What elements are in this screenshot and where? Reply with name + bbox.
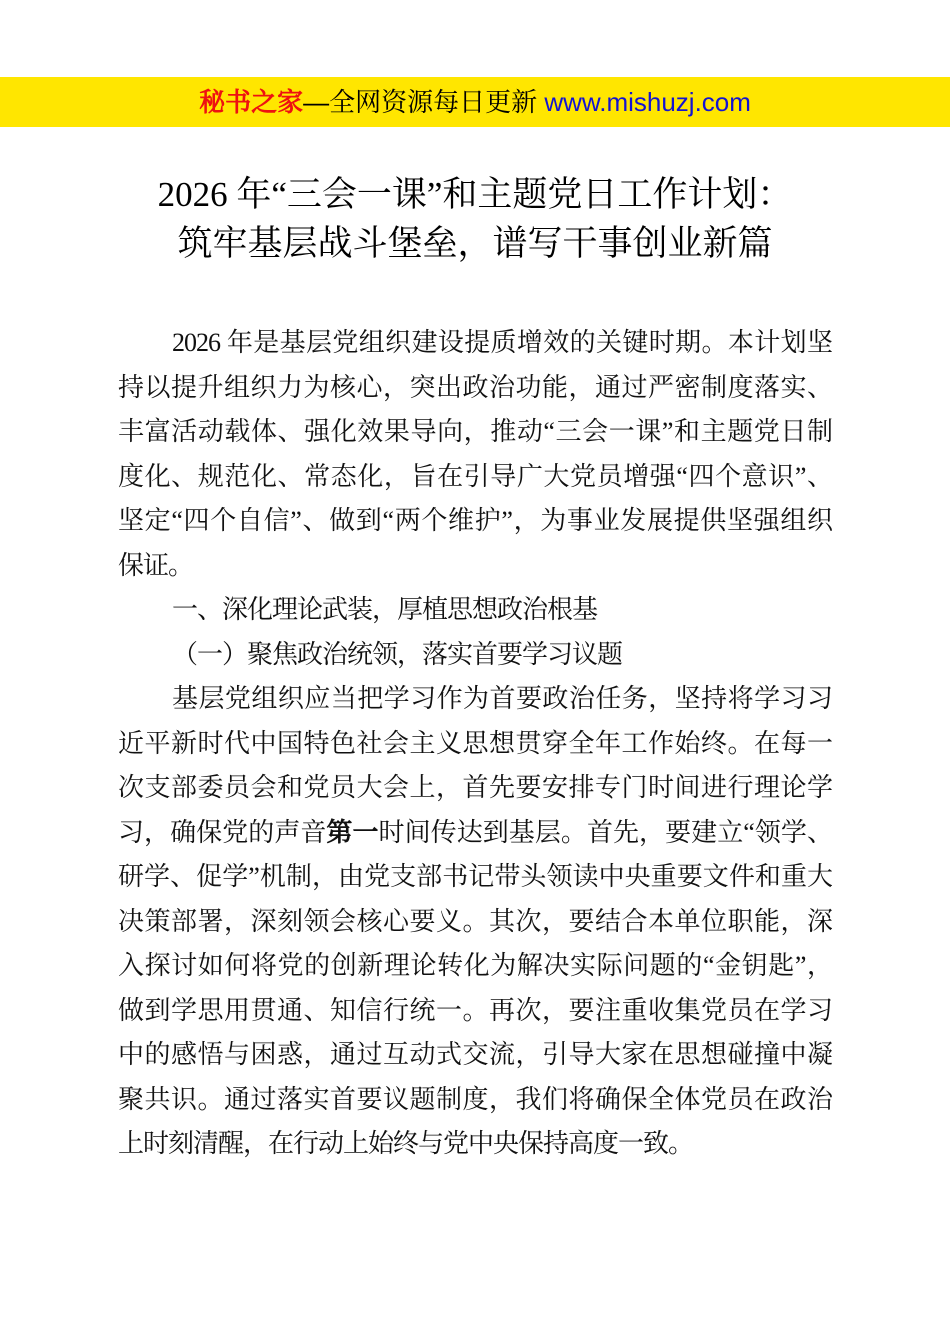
heading-level-2: （一）聚焦政治统领，落实首要学习议题 <box>172 639 623 669</box>
site-brand: 秘书之家 <box>199 87 304 117</box>
title-line-1: 2026 年“三会一课”和主题党日工作计划： <box>157 175 793 214</box>
body-line <box>118 811 832 856</box>
site-tagline: —全网资源每日更新 <box>303 87 545 117</box>
body-line: 中的感悟与困惑，通过互动式交流，引导大家在思想碰撞中凝 <box>118 1040 832 1069</box>
body-line: 坚定“四个自信”、做到“两个维护”，为事业发展提供坚强组织 <box>118 506 832 535</box>
body-line: 保证。 <box>118 550 194 580</box>
body-line: 丰富活动载体、强化效果导向，推动“三会一课”和主题党日制 <box>118 417 832 446</box>
body-line: 2026 年是基层党组织建设提质增效的关键时期。本计划坚 <box>172 328 832 357</box>
body-line: 聚共识。通过落实首要议题制度，我们将确保全体党员在政治 <box>118 1084 832 1114</box>
body-line: 持以提升组织力为核心，突出政治功能，通过严密制度落实、 <box>118 372 832 402</box>
bold-emphasis: 第一 <box>326 817 379 847</box>
body-line: 次支部委员会和党员大会上，首先要安排专门时间进行理论学 <box>118 773 832 802</box>
body-line: 入探讨如何将党的创新理论转化为解决实际问题的“金钥匙”， <box>118 951 832 980</box>
body-text: 时间传达到基层。首先，要建立“领学、 <box>378 817 832 847</box>
body-line: 研学、促学”机制，由党支部书记带头领读中央重要文件和重大 <box>118 862 832 891</box>
heading-level-1: 一、深化理论武装，厚植思想政治根基 <box>172 595 598 624</box>
site-url-link[interactable]: www.mishuzj.com <box>544 87 751 117</box>
body-line: 度化、规范化、常态化，旨在引导广大党员增强“四个意识”、 <box>118 461 832 491</box>
site-header-banner <box>0 77 950 127</box>
body-line: 上时刻清醒，在行动上始终与党中央保持高度一致。 <box>118 1129 694 1158</box>
document-title <box>0 170 950 268</box>
body-line: 基层党组织应当把学习作为首要政治任务，坚持将学习习 <box>172 684 832 713</box>
body-line: 做到学思用贯通、知信行统一。再次，要注重收集党员在学习 <box>118 995 832 1025</box>
title-line-2: 筑牢基层战斗堡垒，谱写干事创业新篇 <box>177 224 773 263</box>
body-line: 近平新时代中国特色社会主义思想贯穿全年工作始终。在每一 <box>118 728 832 758</box>
body-text: 习，确保党的声音 <box>118 817 327 847</box>
body-line: 决策部署，深刻领会核心要义。其次，要结合本单位职能，深 <box>118 906 832 936</box>
document-body <box>118 321 832 1167</box>
